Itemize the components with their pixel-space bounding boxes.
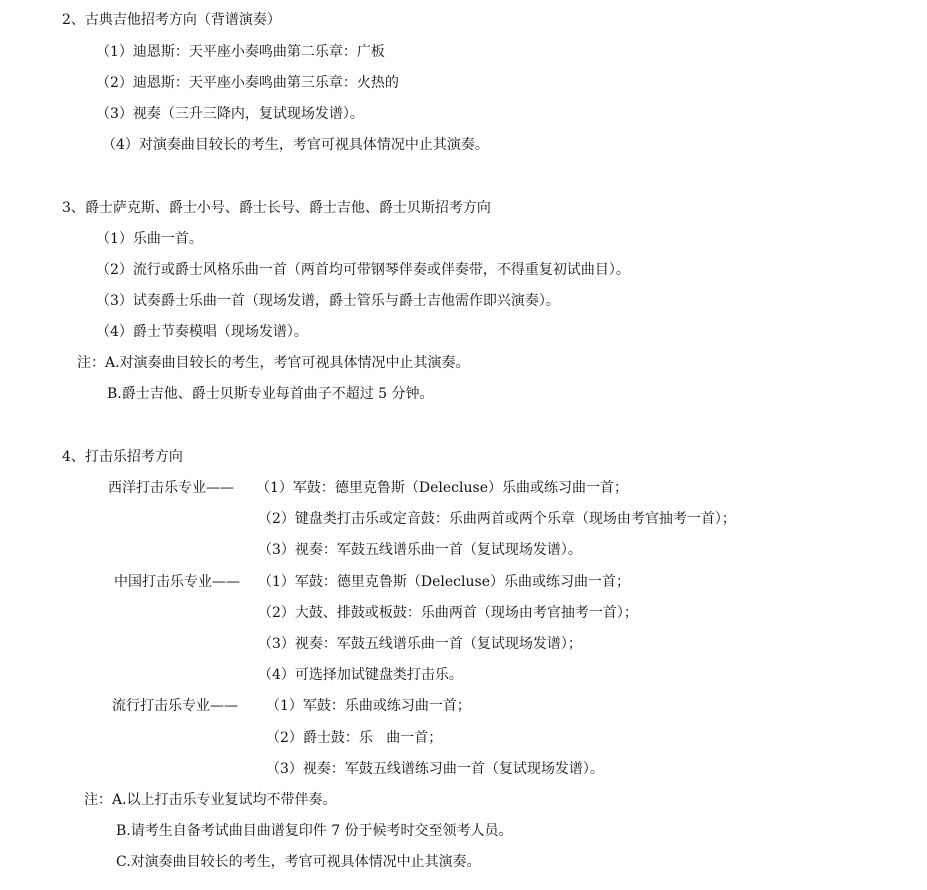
section-2-item-3: （3）视奏（三升三降内，复试现场发谱）。: [96, 106, 364, 122]
section-3-item-2: （2）流行或爵士风格乐曲一首（两首均可带钢琴伴奏或伴奏带，不得重复初试曲目）。: [96, 262, 630, 278]
section-4-note-b: B.请考生自备考试曲目曲谱复印件 7 份于候考时交至领考人员。: [116, 823, 513, 839]
section-4-note-a: 注：A.以上打击乐专业复试均不带伴奏。: [84, 792, 337, 808]
chinese-percussion-item-3: （3）视奏：军鼓五线谱乐曲一首（复试现场发谱）；: [258, 636, 582, 652]
section-3-item-1: （1）乐曲一首。: [96, 231, 203, 247]
section-3-item-4: （4）爵士节奏模唱（现场发谱）。: [96, 324, 308, 340]
western-percussion-item-2: （2）键盘类打击乐或定音鼓：乐曲两首或两个乐章（现场由考官抽考一首）；: [258, 511, 736, 527]
chinese-percussion-item-4: （4）可选择加试键盘类打击乐。: [258, 667, 463, 683]
pop-percussion-item-1: （1）军鼓：乐曲或练习曲一首；: [266, 698, 471, 714]
chinese-percussion-item-1: （1）军鼓：德里克鲁斯（Delecluse）乐曲或练习曲一首；: [258, 574, 630, 590]
section-3-note-a: 注：A.对演奏曲目较长的考生，考官可视具体情况中止其演奏。: [77, 355, 470, 371]
pop-percussion-label: 流行打击乐专业——: [112, 698, 238, 714]
section-2-item-4: （4）对演奏曲目较长的考生，考官可视具体情况中止其演奏。: [102, 137, 489, 153]
western-percussion-label: 西洋打击乐专业——: [108, 480, 234, 496]
section-3-title: 3、爵士萨克斯、爵士小号、爵士长号、爵士吉他、爵士贝斯招考方向: [62, 200, 491, 216]
section-2-item-2: （2）迪恩斯：天平座小奏鸣曲第三乐章：火热的: [96, 75, 399, 91]
chinese-percussion-item-2: （2）大鼓、排鼓或板鼓：乐曲两首（现场由考官抽考一首）；: [258, 605, 638, 621]
pop-percussion-item-2: （2）爵士鼓：乐 曲一首；: [266, 730, 443, 746]
section-2-title: 2、古典吉他招考方向（背谱演奏）: [62, 12, 281, 28]
western-percussion-item-1: （1）军鼓：德里克鲁斯（Delecluse）乐曲或练习曲一首；: [256, 480, 628, 496]
section-3-item-3: （3）试奏爵士乐曲一首（现场发谱，爵士管乐与爵士吉他需作即兴演奏）。: [96, 293, 560, 309]
section-4-note-c: C.对演奏曲目较长的考生，考官可视具体情况中止其演奏。: [116, 854, 481, 870]
pop-percussion-item-3: （3）视奏：军鼓五线谱练习曲一首（复试现场发谱）。: [266, 761, 604, 777]
western-percussion-item-3: （3）视奏：军鼓五线谱乐曲一首（复试现场发谱）。: [258, 542, 582, 558]
section-4-title: 4、打击乐招考方向: [62, 449, 183, 465]
section-2-item-1: （1）迪恩斯：天平座小奏鸣曲第二乐章：广板: [96, 44, 385, 60]
chinese-percussion-label: 中国打击乐专业——: [114, 574, 240, 590]
section-3-note-b: B.爵士吉他、爵士贝斯专业每首曲子不超过 5 分钟。: [107, 386, 434, 402]
